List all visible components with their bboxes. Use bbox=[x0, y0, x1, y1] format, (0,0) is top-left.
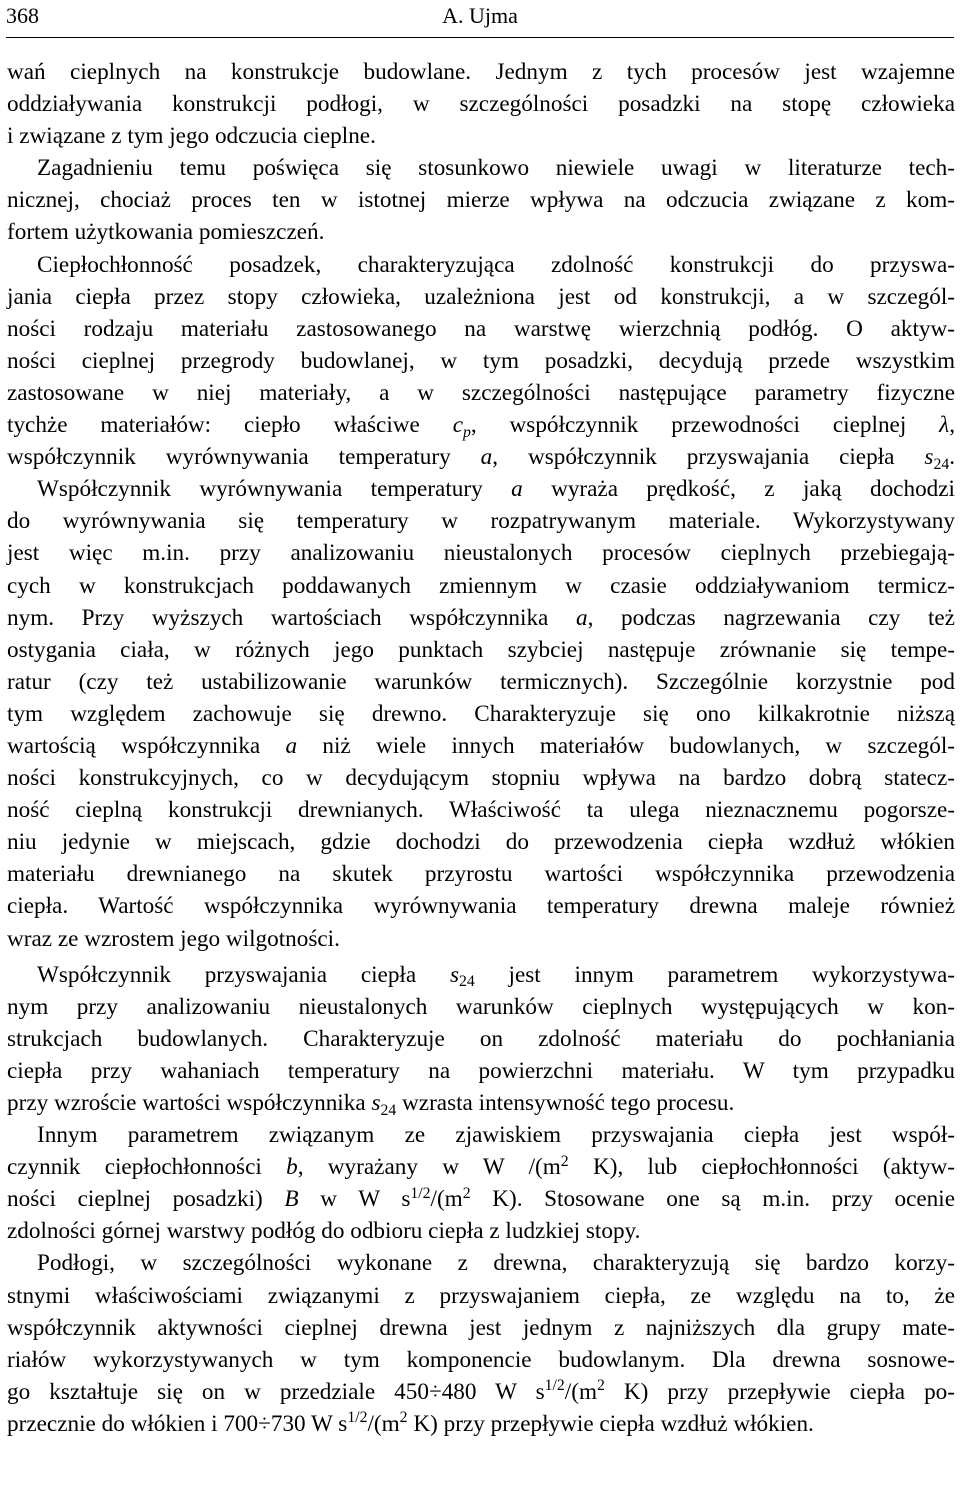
symbol-a: a bbox=[480, 444, 493, 471]
text-line: tym względem zachowuje się drewno. Charakteryzuje się ono kilkakrotnie niższą bbox=[7, 700, 955, 727]
symbol-s24: $s_{24}$ bbox=[371, 1090, 397, 1119]
text-line: ciepła przy wahaniach temperatury na powierzchni materiału. W tym przypadku bbox=[7, 1057, 955, 1084]
text-line: zdolności górnej warstwy podłóg do odbioru ciepła z ludzkiej stopy. bbox=[7, 1218, 641, 1245]
symbol-a: a bbox=[511, 476, 523, 503]
text-line: zastosowane w niej materiały, a w szczególności następujące parametry fizyczne bbox=[7, 379, 955, 406]
paragraph-7 bbox=[7, 1247, 955, 1279]
running-header bbox=[6, 0, 954, 38]
text-line: i związane z tym jego odczucia cieplne. bbox=[7, 123, 376, 150]
paragraph-3 bbox=[7, 249, 955, 281]
paragraph-5: Współczynnik przyswajania ciepła $s_{24}$ jest innym parametrem wykorzystywa- bbox=[37, 961, 955, 991]
text-line: Innym parametrem związanym ze zjawiskiem przyswajania ciepła jest współ- bbox=[37, 1122, 955, 1149]
symbol-lambda: λ bbox=[939, 412, 950, 439]
symbol-B: B bbox=[284, 1186, 299, 1213]
paragraph-6 bbox=[7, 1119, 955, 1151]
text-line: stnymi właściwościami związanymi z przyswajaniem ciepła, ze względu na to, że bbox=[7, 1282, 955, 1309]
symbol-a: a bbox=[575, 604, 588, 631]
text-line: niu jedynie w miejscach, gdzie dochodzi do przewodzenia ciepła wzdłuż włókien bbox=[7, 829, 955, 856]
page-number: 368 bbox=[6, 3, 39, 28]
text-line: do wyrównywania się temperatury w rozpatrywanym materiale. Wykorzystywany bbox=[7, 508, 955, 535]
text-line: wań cieplnych na konstrukcje budowlane. Jednym z tych procesów jest wzajemne bbox=[7, 59, 955, 85]
text-line: ciepła. Wartość współczynnika wyrównywania temperatury drewna maleje również bbox=[7, 893, 955, 920]
text-line: Ciepłochłonność posadzek, charakteryzująca zdolność konstrukcji do przyswa- bbox=[37, 251, 955, 278]
running-head-author: A. Ujma bbox=[442, 3, 518, 28]
text-line: oddziaływania konstrukcji podłogi, w szczególności posadzki na stopę człowieka bbox=[7, 91, 955, 118]
paragraph-4: Współczynnik wyrównywania temperatury a wyraża prędkość, z jaką dochodzi bbox=[37, 476, 955, 503]
text-line: współczynnik aktywności cieplnej drewna jest jednym z najniższych dla grupy mate- bbox=[7, 1314, 955, 1341]
text-line: wraz ze wzrostem jego wilgotności. bbox=[7, 925, 340, 952]
text-line: Podłogi, w szczególności wykonane z drewna, charakteryzują się bardzo korzy- bbox=[37, 1250, 955, 1277]
text-line: cych w konstrukcjach poddawanych zmiennym w czasie oddziaływaniom termicz- bbox=[7, 572, 955, 599]
text-line: ności cieplnej przegrody budowlanej, w tym posadzki, decydują przede wszystkim bbox=[7, 347, 955, 374]
division-sign: ÷ bbox=[428, 1378, 442, 1405]
text-line: strukcjach budowlanych. Charakteryzuje on zdolność materiału do pochłaniania bbox=[7, 1025, 955, 1052]
symbol-b: b bbox=[286, 1154, 298, 1181]
text-line: ności rodzaju materiału zastosowanego na warstwę wierzchnią podłóg. O aktyw- bbox=[7, 315, 955, 342]
symbol-cp: $c_p$ bbox=[452, 412, 471, 441]
text-line: nym przy analizowaniu nieustalonych warunków cieplnych występujących w kon- bbox=[7, 993, 955, 1020]
division-sign: ÷ bbox=[258, 1410, 271, 1437]
paragraph-2 bbox=[7, 152, 955, 184]
text-line: materiału drewnianego na skutek przyrostu wartości współczynnika przewodzenia bbox=[7, 861, 955, 888]
text-line: ność cieplną konstrukcji drewnianych. Właściwość ta ulega nieznacznemu pogorsze- bbox=[7, 797, 955, 824]
symbol-a: a bbox=[285, 732, 298, 759]
text-line: nicznej, chociaż proces ten w istotnej mierze wpływa na odczucia związane z kom- bbox=[7, 187, 955, 214]
text-line: ności konstrukcyjnych, co w decydującym stopniu wpływa na bardzo dobrą statecz- bbox=[7, 765, 955, 792]
symbol-s24: $s_{24}$ bbox=[449, 961, 475, 991]
text-line: jania ciepła przez stopy człowieka, uzależniona jest od konstrukcji, a w szczegól- bbox=[7, 283, 955, 310]
body-text: wań cieplnych na konstrukcje budowlane. Jednym z tych procesów jest wzajemne oddziaływania konstrukcji podłogi, w szczególności posadzki na stopę człowieka i związane z tym jego odczucia cieplne. Zagadnieniu temu poświęca się stosunkowo niewiele uwagi w literaturze tech- nicznej, chociaż proces ten w istotnej mierze wpływa na odczucia związane z kom- fortem użytkowania pomieszczeń. Ciepłochłonność posadzek, charakteryzująca zdolność konstrukcji do przyswa- jania ciepła przez stopy człowieka, uzależniona jest od konstrukcji, a w szczegól- ności rodzaju materiału zastosowanego na warstwę wierzchnią podłóg. O aktyw- ności cieplnej przegrody budowlanej, w tym posadzki, decydują przede wszystkim zastosowane w niej materiały, a w szczególności następujące parametry fizyczne tychże materiałów: ciepło właściwe $c_p$, współczynnik przewodności cieplnej λ, współczynnik wyrównywania temperatury a, współczynnik przyswajania ciepła $s_{24}$. Współczynnik wyrównywania temperatury a wyraża prędkość, z jaką dochodzi do wyrównywania się temperatury w rozpatrywanym materiale. Wykorzystywany jest więc m.in. przy analizowaniu nieustalonych procesów cieplnych przebiegają- cych w konstrukcjach poddawanych zmiennym w czasie oddziaływaniom termicz- nym. Przy wyższych wartościach współczynnika a, podczas nagrzewania czy też ostygania ciała, w różnych jego punktach szybciej następuje zrównanie się tempe- ratur (czy też ustabilizowanie warunków termicznych). Szczególnie korzystnie pod tym względem zachowuje się drewno. Charakteryzuje się ono kilkakrotnie niższą wartością współczynnika a niż wiele innych materiałów budowlanych, w szczegól- ności konstrukcyjnych, co w decydującym stopniu wpływa na bardzo dobrą statecz- ność cieplną konstrukcji drewnianych. Właściwość ta ulega nieznacznemu pogorsze- niu jedynie w miejscach, gdzie dochodzi do przewodzenia ciepła wzdłuż włókien materiału drewnianego na skutek przyrostu wartości współczynnika przewodzenia ciepła. Wartość współczynnika wyrównywania temperatury drewna maleje również wraz ze wzrostem jego wilgotności. Współczynnik przyswajania ciepła $s_{24}$ jest innym parametrem wykorzystywa- nym przy analizowaniu nieustalonych warunków cieplnych występujących w kon- strukcjach budowlanych. Charakteryzuje on zdolność materiału do pochłaniania ciepła przy wahaniach temperatury na powierzchni materiału. W tym przypadku przy wzroście wartości współczynnika $s_{24}$ wzrasta intensywność tego procesu. Innym parametrem związanym ze zjawiskiem przyswajania ciepła jest współ- czynnik ciepłochłonności b, wyrażany w W $/(m^2$ K), lub ciepłochłonności (aktyw- ności cieplnej posadzki) B w W $s^{1/2}/(m^2$ K). Stosowane one są m.in. przy ocenie zdolności górnej warstwy podłóg do odbioru ciepła z ludzkiej stopy. Podłogi, w szczególności wykonane z drewna, charakteryzują się bardzo korzy- stnymi właściwościami związanymi z przyswajaniem ciepła, ze względu na to, że współczynnik aktywności cieplnej drewna jest jednym z najniższych dla grupy mate- riałów wykorzystywanych w tym komponencie budowlanym. Dla drewna sosnowe- go kształtuje się on w przedziale 450÷480 W $s^{1/2}/(m^2$ K) przy przepływie ciepła po- przecznie do włókien i 700÷730 W $s^{1/2}/(m^2$ K) przy przepływie ciepła wzdłuż włókien. bbox=[7, 56, 955, 1440]
text-line: ostygania ciała, w różnych jego punktach szybciej następuje zrównanie się tempe- bbox=[7, 636, 955, 663]
text-line: jest więc m.in. przy analizowaniu nieustalonych procesów cieplnych przebiegają- bbox=[7, 540, 955, 567]
text-line: fortem użytkowania pomieszczeń. bbox=[7, 219, 325, 246]
symbol-s24: $s_{24}$ bbox=[924, 444, 950, 473]
text-line: ratur (czy też ustabilizowanie warunków termicznych). Szczególnie korzystnie pod bbox=[7, 668, 955, 695]
text-line: Zagadnieniu temu poświęca się stosunkowo niewiele uwagi w literaturze tech- bbox=[37, 155, 955, 182]
text-line: riałów wykorzystywanych w tym komponencie budowlanym. Dla drewna sosnowe- bbox=[7, 1346, 955, 1373]
paragraph-1 bbox=[7, 56, 955, 88]
